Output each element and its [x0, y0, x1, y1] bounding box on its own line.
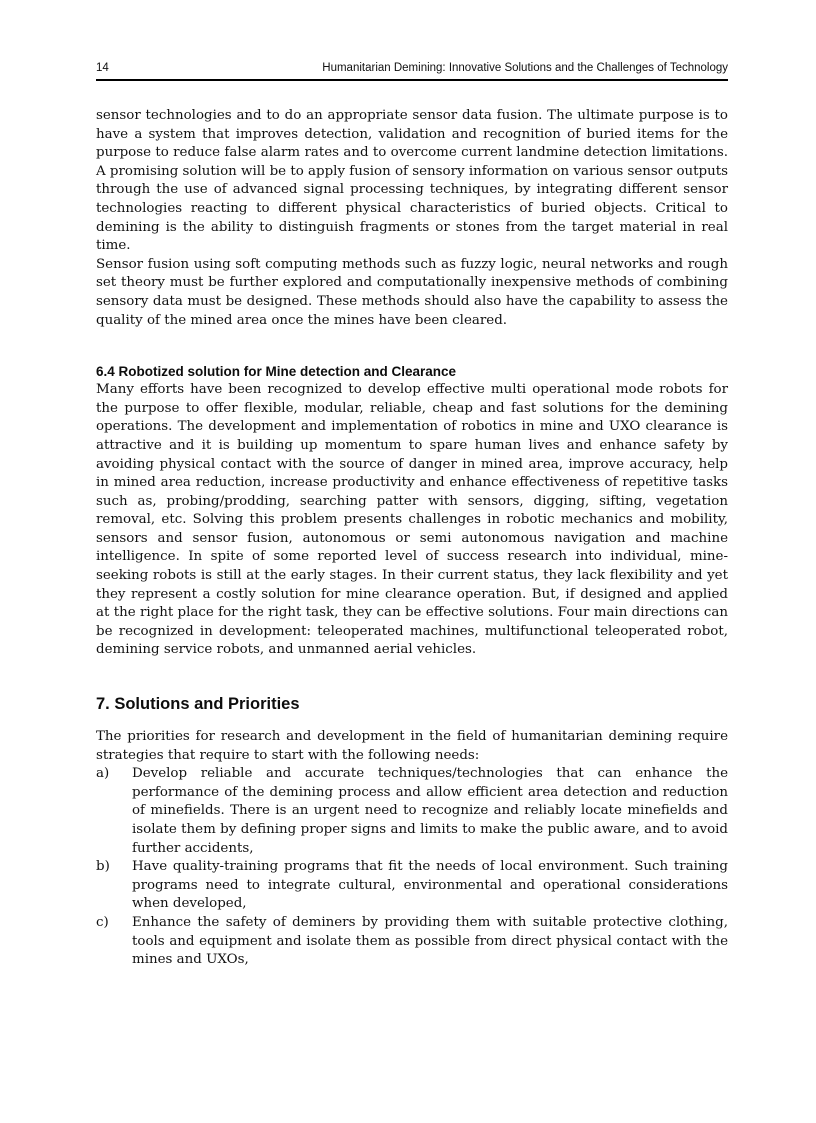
- heading-section-6-4: 6.4 Robotized solution for Mine detection and Clearance: [96, 364, 457, 380]
- paragraph-sensor-fusion-intro: sensor technologies and to do an appropriate sensor data fusion. The ultimate purpose is to have a system that improves detection, validation and recognition of buried items for the purpose to reduce false alarm rates and to overcome current landmine detection limitations. A promising solution will be to apply fusion of sensory information on various sensor outputs through the use of advanced signal processing techniques, by integrating different sensor technologies reacting to different physical characteristics of buried objects. Critical to demining is the ability to distinguish fragments or stones from the target material in real time.: [96, 108, 728, 254]
- list-item-text: Enhance the safety of deminers by providing them with suitable protective clothing, tools and equipment and isolate them as possible from direct physical contact with the mines and UXOs,: [132, 914, 728, 968]
- priorities-list: [96, 765, 728, 970]
- list-item: [96, 914, 728, 970]
- running-header: [96, 62, 728, 81]
- list-item: [96, 858, 728, 914]
- list-item-text: Have quality-training programs that fit the needs of local environment. Such training programs need to integrate cultural, environmental and operational considerations when developed,: [132, 859, 728, 912]
- heading-section-7: 7. Solutions and Priorities: [96, 695, 300, 714]
- page-body: [96, 107, 728, 970]
- page-number: 14: [96, 62, 109, 74]
- list-item-marker: b): [96, 859, 110, 875]
- list-item-text: Develop reliable and accurate techniques/technologies that can enhance the performance of the demining process and allow efficient area detection and reduction of minefields. There is an urgent need to recognize and reliably locate minefields and isolate them by defining proper signs and limits to make the public aware, and to avoid further accidents,: [132, 766, 728, 856]
- list-item: [96, 765, 728, 858]
- running-title: Humanitarian Demining: Innovative Solutions and the Challenges of Technology: [322, 62, 728, 74]
- paragraph-robotized-solution: Many efforts have been recognized to develop effective multi operational mode robots for the purpose to offer flexible, modular, reliable, cheap and fast solutions for the demining operations. The development and implementation of robotics in mine and UXO clearance is attractive and it is building up momentum to spare human lives and enhance safety by avoiding physical contact with the source of danger in mined area, improve accuracy, help in mined area reduction, increase productivity and enhance effectiveness of repetitive tasks such as, probing/prodding, searching patter with sensors, digging, sifting, vegetation removal, etc. Solving this problem presents challenges in robotic mechanics and mobility, sensors and sensor fusion, autonomous or semi autonomous navigation and machine intelligence. In spite of some reported level of success research into individual, mine-seeking robots is still at the early stages. In their current status, they lack flexibility and yet they represent a costly solution for mine clearance operation. But, if designed and applied at the right place for the right task, they can be effective solutions. Four main directions can be recognized in development: teleoperated machines, multifunctional teleoperated robot, demining service robots, and unmanned aerial vehicles.: [96, 382, 728, 658]
- paragraph-section-7-intro: The priorities for research and development in the field of humanitarian demining require strategies that require to start with the following needs:: [96, 729, 728, 763]
- list-item-marker: a): [96, 766, 110, 782]
- paragraph-soft-computing: Sensor fusion using soft computing methods such as fuzzy logic, neural networks and rough set theory must be further explored and computationally inexpensive methods of combining sensory data must be designed. These methods should also have the capability to assess the quality of the mined area once the mines have been cleared.: [96, 256, 728, 328]
- list-item-marker: c): [96, 914, 109, 930]
